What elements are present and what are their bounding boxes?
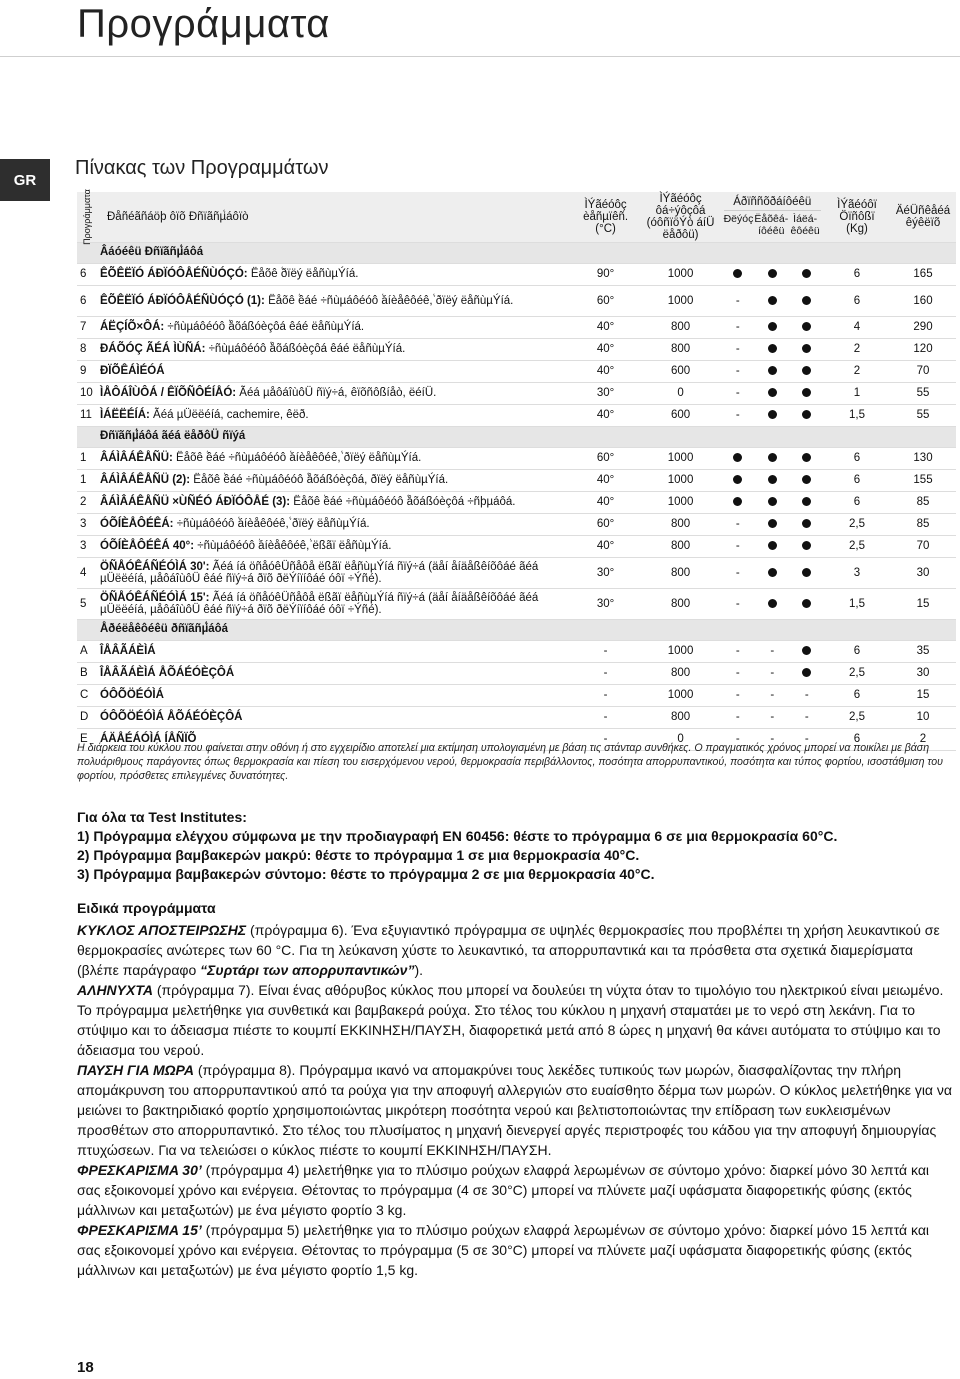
col-detergents: Áðïññõðáíôéêü Ðëýóç Ëåõêá-íôéêü Ìáëá-êôéêü	[721, 192, 824, 242]
max-temp: 60°	[571, 285, 641, 316]
col-max-load: ÌÝãéóôï Öïñôßï (Kg)	[824, 192, 890, 242]
prewash: -	[721, 535, 755, 557]
max-spin: 800	[641, 662, 721, 684]
test-institutes-heading: Για όλα τα Test Institutes:	[77, 809, 247, 825]
max-spin: 800	[641, 588, 721, 619]
program-number: 10	[77, 382, 97, 404]
max-load: 1,5	[824, 404, 890, 426]
col-prewash: Ðëýóç	[723, 213, 754, 226]
max-temp: 90°	[571, 263, 641, 285]
programs-table	[77, 188, 956, 751]
main-wash-dot	[755, 382, 789, 404]
prewash: -	[721, 588, 755, 619]
main-wash-dot	[755, 491, 789, 513]
program-row	[77, 316, 956, 338]
refresh30-paragraph: ΦΡΕΣΚΑΡΙΣΜΑ 30’ (πρόγραμμα 4) μελετήθηκε για το πλύσιμο ρούχων ελαφρά λερωμένων σε σύντομο χρόνο: διαρκεί μόνο 30 λεπτά και σας εξοικονομεί χρόνο και ενέργεια. Θέτοντας το πρόγραμμα (4 σε 30°C) μπορεί να πλύνετε μαζί υφάσματα διαφορετικής φύσης (εκτός μάλλινων και μεταξωτών) με ένα μέγιστο φορτίο 3 kg.	[77, 1162, 930, 1218]
prewash: -	[721, 684, 755, 706]
max-load: 1,5	[824, 588, 890, 619]
program-number: 9	[77, 360, 97, 382]
program-row	[77, 404, 956, 426]
softener-dot	[790, 588, 825, 619]
main-wash-dot	[755, 338, 789, 360]
program-description: ÂÁÌÂÁÊÅÑÜ (2): Ëåõêܵ êáé ÷ñùµáôéóôܵ åõáßóèçôá, ðïëý ëåñùµÝíá.	[97, 469, 571, 491]
cycle-time: 130	[890, 447, 956, 469]
max-load: 2,5	[824, 513, 890, 535]
max-load: 3	[824, 557, 890, 588]
max-spin: 1000	[641, 447, 721, 469]
max-temp: 60°	[571, 513, 641, 535]
cycle-time: 30	[890, 557, 956, 588]
softener-dot	[790, 263, 825, 285]
prewash: -	[721, 382, 755, 404]
title-divider	[0, 56, 960, 57]
max-temp: -	[571, 684, 641, 706]
prewash: -	[721, 557, 755, 588]
cycle-time: 290	[890, 316, 956, 338]
softener: -	[790, 706, 825, 728]
prewash: -	[721, 316, 755, 338]
cycle-time: 70	[890, 535, 956, 557]
cycle-time: 160	[890, 285, 956, 316]
max-load: 6	[824, 447, 890, 469]
program-description: ÓÔÕÖÉÓÌÁ	[97, 684, 571, 706]
max-spin: 600	[641, 404, 721, 426]
max-temp: 40°	[571, 404, 641, 426]
main-wash: -	[755, 728, 789, 750]
softener: -	[790, 684, 825, 706]
max-load: 6	[824, 640, 890, 662]
program-description: ÂÁÌÂÁÊÅÑÜ ×ÙÑÉÓ ÁÐÏÓÔÅÉ (3): Ëåõêܵ êáé ÷ñùµáôéóôܵ åõáßóèçôá ÷ñþµáôá.	[97, 491, 571, 513]
cycle-time: 85	[890, 491, 956, 513]
program-description: ÌÁËËÉÍÁ: Ãéá µÜëëéíá, cachemire, êëð.	[97, 404, 571, 426]
max-temp: -	[571, 662, 641, 684]
prewash: -	[721, 728, 755, 750]
max-load: 6	[824, 728, 890, 750]
sterilization-paragraph: ΚΥΚΛΟΣ ΑΠΟΣΤΕΙΡΩΣΗΣ (πρόγραμμα 6). Ένα εξυγιαντικό πρόγραμμα σε υψηλές θερμοκρασίες που προβλέπει τη χρήση λευκαντικού σε θερμοκρασίες ανώτερες των 60 °C. Για τη λεύκανση χύστε το λευκαντικό, τα απορρυπαντικά και τα πρόσθετα στα σχετικά διαμερίσματα (βλέπε παράγραφο “Συρτάρι των απορρυπαντικών”).	[77, 922, 940, 978]
cycle-time: 30	[890, 662, 956, 684]
program-number: C	[77, 684, 97, 706]
program-row	[77, 706, 956, 728]
program-number: 2	[77, 491, 97, 513]
baby-paragraph: ΠΑΥΣΗ ΓΙΑ ΜΩΡΑ (πρόγραμμα 8). Πρόγραμμα ικανό να απομακρύνει τους λεκέδες τυπικούς των μωρών, διασφαλίζοντας την πλήρη απομάκρυνση του απορρυπαντικού από τα ρούχα για την αποφυγή αλλεργιών στο ευαίσθητο δέρμα των μωρών. Ο κύκλος μελετήθηκε για να μειώνει το βακτηριδιακό φορτίο χρησιμοποιώντας μικρότερη ποσότητα νερού και βελτιστοποιώντας την επίδραση των ευκλεισμένων προσθέτων στο απορρυπαντικό. Στο τέλος του πλυσίματος η μηχανή διενεργεί αργές περιστροφές του κάδου για την αποφυγή δημιουργίας πτυχώσεων. Για να τελειώσει ο κύκλος πιέστε το κουμπί ΕΚΚΙΝΗΣΗ/ΠΑΥΣΗ.	[77, 1062, 953, 1158]
max-temp: 40°	[571, 360, 641, 382]
main-wash-dot	[755, 513, 789, 535]
max-spin: 800	[641, 535, 721, 557]
max-spin: 1000	[641, 491, 721, 513]
max-load: 4	[824, 316, 890, 338]
softener-dot	[790, 535, 825, 557]
max-load: 6	[824, 285, 890, 316]
program-row	[77, 640, 956, 662]
program-description: ÁÄÅÉÁÓÌÁ ÍÅÑÏÕ	[97, 728, 571, 750]
softener-dot	[790, 640, 825, 662]
program-number: 8	[77, 338, 97, 360]
softener-dot	[790, 382, 825, 404]
program-number: 1	[77, 447, 97, 469]
softener-dot	[790, 285, 825, 316]
max-spin: 800	[641, 316, 721, 338]
test-line-3: 3) Πρόγραμμα βαμβακερών σύντομο: θέστε το πρόγραμμα 2 σε μια θερμοκρασία 40°C.	[77, 866, 655, 882]
col-description: Ðåñéãñáöþ ôïõ Ðñïãñܵµáôïò	[97, 192, 571, 242]
test-line-2: 2) Πρόγραμμα βαμβακερών μακρύ: θέστε το πρόγραμμα 1 σε μια θερμοκρασία 40°C.	[77, 847, 640, 863]
max-temp: 40°	[571, 535, 641, 557]
program-description: ÊÕÊËÏÓ ÁÐÏÓÔÅÉÑÙÓÇÓ (1): Ëåõêܵ êáé ÷ñùµáôéóôܵ áíèåêôéêܵ, ðïëý ëåñùµÝíá.	[97, 285, 571, 316]
program-description: ÎÅÂÃÁÈÌÁ ÅÕÁÉÓÈÇÔÁ	[97, 662, 571, 684]
softener-dot	[790, 662, 825, 684]
cycle-time: 155	[890, 469, 956, 491]
cycle-time: 120	[890, 338, 956, 360]
program-description: ÁËÇÍÕ×ÔÁ: ÷ñùµáôéóôܵ åõáßóèçôá êáé ëåñùµÝíá.	[97, 316, 571, 338]
prewash: -	[721, 640, 755, 662]
max-temp: 30°	[571, 588, 641, 619]
program-row	[77, 588, 956, 619]
max-load: 1	[824, 382, 890, 404]
max-load: 6	[824, 684, 890, 706]
cycle-time: 70	[890, 360, 956, 382]
program-number: 3	[77, 535, 97, 557]
main-wash: -	[755, 662, 789, 684]
page-number: 18	[77, 1359, 94, 1376]
program-number: B	[77, 662, 97, 684]
max-spin: 600	[641, 360, 721, 382]
group-optional-programs: Åðéëåêôéêü ðñïãñܵµáôá	[97, 619, 956, 640]
prewash-dot	[721, 469, 755, 491]
max-spin: 800	[641, 338, 721, 360]
max-temp: 60°	[571, 447, 641, 469]
softener-dot	[790, 557, 825, 588]
main-wash-dot	[755, 316, 789, 338]
max-spin: 0	[641, 728, 721, 750]
max-spin: 1000	[641, 469, 721, 491]
program-description: ÐÏÕÊÁÌÉÓÁ	[97, 360, 571, 382]
prewash: -	[721, 285, 755, 316]
softener-dot	[790, 491, 825, 513]
program-description: ÊÕÊËÏÓ ÁÐÏÓÔÅÉÑÙÓÇÓ: Ëåõêܵ ðïëý ëåñùµÝíá.	[97, 263, 571, 285]
prewash-dot	[721, 491, 755, 513]
program-description: ÐÁÕÓÇ ÃÉÁ ÌÙÑÁ: ÷ñùµáôéóôܵ åõáßóèçôá êáé ëåñùµÝíá.	[97, 338, 571, 360]
max-load: 6	[824, 263, 890, 285]
programs-vertical-header: Προγράμματα	[77, 192, 97, 242]
cycle-time: 15	[890, 588, 956, 619]
max-spin: 800	[641, 513, 721, 535]
softener-dot	[790, 338, 825, 360]
prewash: -	[721, 662, 755, 684]
prewash: -	[721, 513, 755, 535]
max-spin: 800	[641, 557, 721, 588]
main-wash-dot	[755, 469, 789, 491]
cycle-time: 2	[890, 728, 956, 750]
group-delicate-programs: Ðñïãñܵµáôá ãéá ëåðôÜ ñïýá	[97, 426, 956, 447]
test-institutes-block	[77, 808, 955, 884]
softener-dot	[790, 316, 825, 338]
prewash: -	[721, 404, 755, 426]
program-number: 1	[77, 469, 97, 491]
max-load: 2,5	[824, 662, 890, 684]
col-cycle-time: ÄéÜñêåéá êýêëïõ	[890, 192, 956, 242]
softener-dot	[790, 513, 825, 535]
program-row	[77, 263, 956, 285]
max-temp: -	[571, 640, 641, 662]
max-spin: 1000	[641, 263, 721, 285]
program-row	[77, 535, 956, 557]
prewash-dot	[721, 263, 755, 285]
softener-dot	[790, 404, 825, 426]
program-description: ÌÅÔÁÎÙÔÁ / ÊÏÕÑÔÉÍÅÓ: Ãéá µåôáîùôÜ ñïý÷á, êïõñôßíåò, ëéíÜ.	[97, 382, 571, 404]
max-load: 6	[824, 491, 890, 513]
main-wash-dot	[755, 535, 789, 557]
program-number: D	[77, 706, 97, 728]
max-load: 2,5	[824, 706, 890, 728]
special-programs-block	[77, 898, 955, 1280]
softener-dot	[790, 360, 825, 382]
program-description: ÖÑÅÓÊÁÑÉÓÌÁ 15': Ãéá íá öñåóêÜñåôå ëßãï ëåñùµÝíá ñïý÷á (äåí åíäåßêíõôáé ãéá µÜëëéíá, µåôáîùôÜ êáé ñïý÷á ðïõ ðëÝíïíôáé óôï ÷Ýñé).	[97, 588, 571, 619]
main-wash: -	[755, 706, 789, 728]
max-spin: 800	[641, 706, 721, 728]
cycle-time: 10	[890, 706, 956, 728]
softener-dot	[790, 469, 825, 491]
cycle-time: 85	[890, 513, 956, 535]
cycle-time: 15	[890, 684, 956, 706]
program-row	[77, 469, 956, 491]
prewash: -	[721, 706, 755, 728]
cycle-time: 165	[890, 263, 956, 285]
program-number: 5	[77, 588, 97, 619]
program-number: 11	[77, 404, 97, 426]
program-row	[77, 557, 956, 588]
max-temp: 40°	[571, 338, 641, 360]
main-wash-dot	[755, 263, 789, 285]
program-row	[77, 513, 956, 535]
program-number: 7	[77, 316, 97, 338]
main-wash-dot	[755, 404, 789, 426]
program-number: 6	[77, 285, 97, 316]
max-temp: 30°	[571, 382, 641, 404]
col-main-wash: Ëåõêá-íôéêü	[754, 213, 789, 238]
max-load: 2	[824, 338, 890, 360]
program-row	[77, 662, 956, 684]
program-number: 3	[77, 513, 97, 535]
test-line-1: 1) Πρόγραμμα ελέγχου σύμφωνα με την προδιαγραφή EN 60456: θέστε το πρόγραμμα 6 σε μια θερμοκρασία 60°C.	[77, 828, 838, 844]
max-spin: 0	[641, 382, 721, 404]
program-row	[77, 447, 956, 469]
program-description: ÓÔÕÖÉÓÌÁ ÅÕÁÉÓÈÇÔÁ	[97, 706, 571, 728]
program-row	[77, 382, 956, 404]
night-paragraph: ΑΛΗΝΥΧΤΑ (πρόγραμμα 7). Είναι ένας αθόρυβος κύκλος που μπορεί να δουλεύει τη νύχτα όταν το τιμολόγιο του ηλεκτρικού είναι μειωμένο. Το πρόγραμμα μελετήθηκε για συνθετικά και βαμβακερά ρούχα. Στο τέλος του κύκλου η μηχανή σταματάει με το νερό στη λεκάνη. Για το στύψιμο και το άδειασμα πιέστε το κουμπί ΕΚΚΙΝΗΣΗ/ΠΑΥΣΗ, διαφορετικά μετά από 8 ώρες η μηχανή θα κάνει αυτόματα το στύψιμο και το άδειασμα του νερού.	[77, 982, 944, 1058]
main-wash-dot	[755, 285, 789, 316]
refresh15-paragraph: ΦΡΕΣΚΑΡΙΣΜΑ 15’ (πρόγραμμα 5) μελετήθηκε για το πλύσιμο ρούχων ελαφρά λερωμένων σε σύντομο χρόνο: διαρκεί μόνο 15 λεπτά και σας εξοικονομεί χρόνο και ενέργεια. Θέτοντας το πρόγραμμα (5 σε 30°C) μπορεί να πλύνετε μαζί υφάσματα διαφορετικής φύσης (εκτός μάλλινων και μεταξωτών) με ένα μέγιστο φορτίο 1,5 kg.	[77, 1222, 930, 1278]
section-title: Πίνακας των Προγραμμάτων	[75, 157, 329, 179]
cycle-time: 55	[890, 382, 956, 404]
program-description: ÂÁÌÂÁÊÅÑÜ: Ëåõêܵ êáé ÷ñùµáôéóôܵ áíèåêôéêܵ, ðïëý ëåñùµÝíá.	[97, 447, 571, 469]
program-description: ÎÅÂÃÁÈÌÁ	[97, 640, 571, 662]
softener: -	[790, 728, 825, 750]
program-row	[77, 338, 956, 360]
max-temp: 40°	[571, 469, 641, 491]
main-wash: -	[755, 640, 789, 662]
cycle-duration-note: Η διάρκεια του κύκλου που φαίνεται στην οθόνη ή στο εγχειρίδιο αποτελεί μια εκτίμηση υπολογισμένη με βάση τις στάνταρ συνθήκες. Ο πραγματικός χρόνος μπορεί να ποικίλει με βάση πολυάριθμους παράγοντες όπως θερμοκρασία και πίεση του εισερχόμενου νερού, θερμοκρασία περιβάλλοντος, ποσότητα απορρυπαντικού, ποσότητα και τύπος φορτίου, ισοστάθμιση του φορτίου, πρόσθετες επιλεγμένες δυνατότητες.	[77, 742, 943, 782]
max-load: 6	[824, 469, 890, 491]
group-basic-programs: Âáóéêü Ðñïãñܵµáôá	[97, 242, 956, 263]
prewash-dot	[721, 447, 755, 469]
program-description: ÓÕÍÈÅÔÉÊÁ 40°: ÷ñùµáôéóôܵ áíèåêôéêܵ, ëßãï ëåñùµÝíá.	[97, 535, 571, 557]
program-row	[77, 360, 956, 382]
max-load: 2,5	[824, 535, 890, 557]
cycle-time: 55	[890, 404, 956, 426]
program-row	[77, 285, 956, 316]
main-wash-dot	[755, 588, 789, 619]
prewash: -	[721, 338, 755, 360]
max-spin: 1000	[641, 285, 721, 316]
max-temp: -	[571, 728, 641, 750]
col-max-spin: ÌÝãéóôç ôá÷ýôçôá (óôñïöÝò áíÜ ëåðôü)	[641, 192, 721, 242]
program-number: E	[77, 728, 97, 750]
softener-dot	[790, 447, 825, 469]
program-row	[77, 684, 956, 706]
program-number: 4	[77, 557, 97, 588]
main-wash-dot	[755, 557, 789, 588]
page-title: Προγράμματα	[77, 2, 330, 46]
program-number: 6	[77, 263, 97, 285]
max-temp: 40°	[571, 316, 641, 338]
program-row	[77, 491, 956, 513]
col-max-temp: ÌÝãéóôç èåñµïêñ. (°C)	[571, 192, 641, 242]
program-description: ÖÑÅÓÊÁÑÉÓÌÁ 30': Ãéá íá öñåóêÜñåôå ëßãï ëåñùµÝíá ñïý÷á (äåí åíäåßêíõôáé ãéá µÜëëéíá, µåôáîùôÜ êáé ñïý÷á ðïõ ðëÝíïíôáé óôï ÷Ýñé).	[97, 557, 571, 588]
prewash: -	[721, 360, 755, 382]
main-wash-dot	[755, 447, 789, 469]
max-spin: 1000	[641, 640, 721, 662]
max-temp: -	[571, 706, 641, 728]
program-number: A	[77, 640, 97, 662]
main-wash: -	[755, 684, 789, 706]
main-wash-dot	[755, 360, 789, 382]
program-description: ÓÕÍÈÅÔÉÊÁ: ÷ñùµáôéóôܵ áíèåêôéêܵ, ðïëý ëåñùµÝíá.	[97, 513, 571, 535]
max-temp: 40°	[571, 491, 641, 513]
max-spin: 1000	[641, 684, 721, 706]
col-softener: Ìáëá-êôéêü	[790, 213, 820, 238]
special-programs-heading: Ειδικά προγράμματα	[77, 900, 216, 916]
language-tab: GR	[0, 159, 50, 201]
max-temp: 30°	[571, 557, 641, 588]
max-load: 2	[824, 360, 890, 382]
cycle-time: 35	[890, 640, 956, 662]
